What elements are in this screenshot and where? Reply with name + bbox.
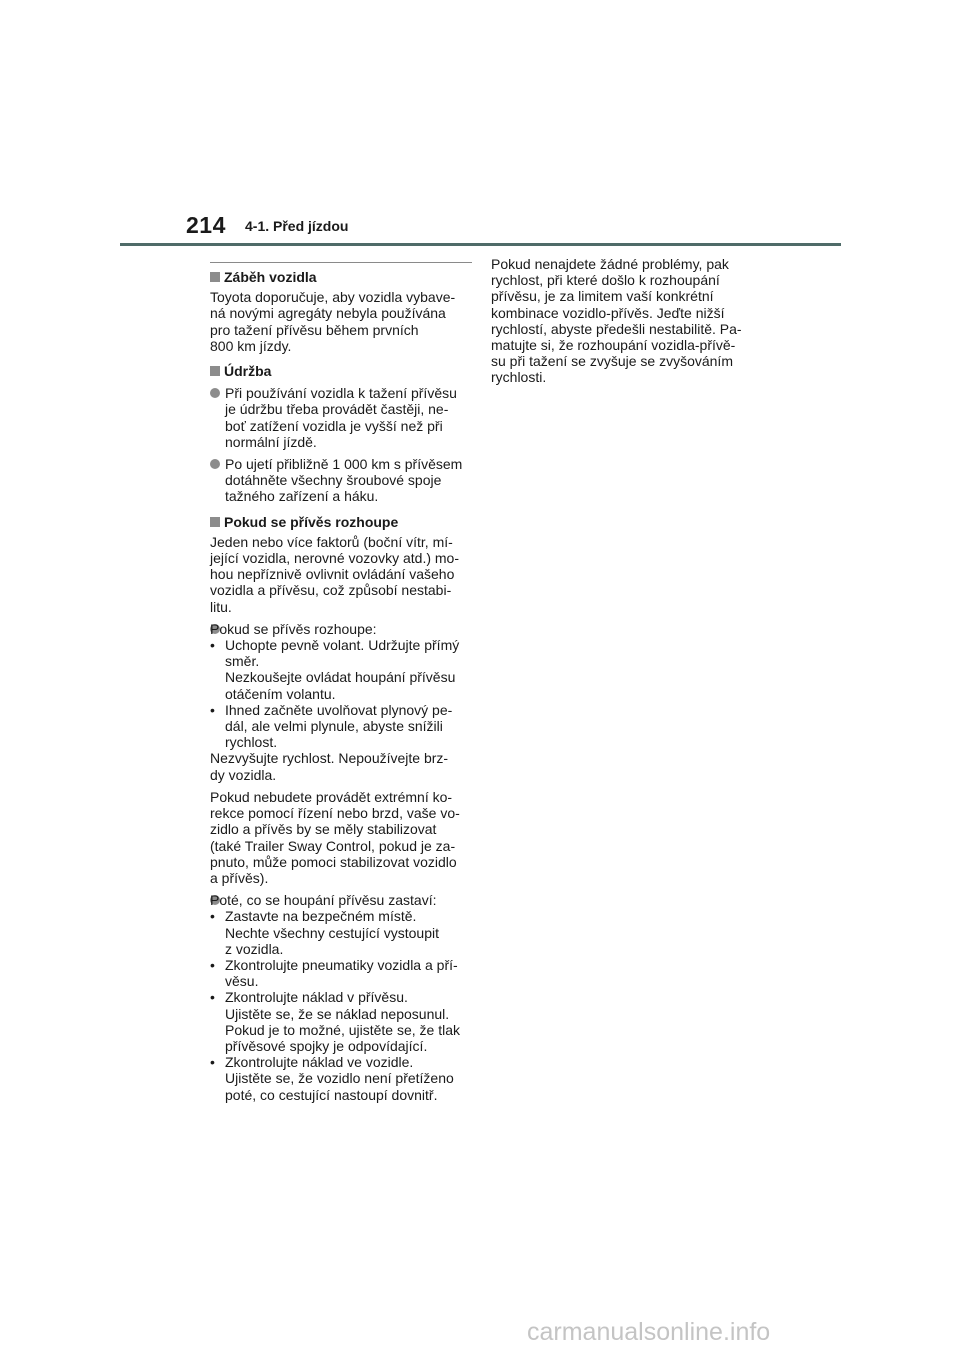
sub-item-text [225, 908, 472, 957]
header-rule [120, 243, 841, 246]
dot-marker-icon: • [210, 701, 215, 718]
text-line: hou nepříznivě ovlivnit ovládání vašeho [210, 566, 455, 583]
text-line: pnuto, může pomoci stabilizovat vozidlo [210, 853, 457, 870]
text-line: normální jízdě. [225, 433, 317, 450]
text-line: přívěsové spojky je odpovídající. [225, 1037, 428, 1054]
page-number: 214 [186, 212, 226, 238]
sub-list [210, 637, 472, 750]
text-line: Nechte všechny cestující vystoupit [225, 924, 439, 941]
text-line: Zastavte na bezpečném místě. [225, 908, 417, 925]
text-line: Toyota doporučuje, aby vozidla vybave- [210, 289, 456, 306]
watermark: carmanualsonline.info [527, 1318, 771, 1346]
text-line: zidlo a přívěs by se měly stabilizovat [210, 821, 437, 838]
circle-bullet-icon [210, 459, 220, 469]
breakin-paragraph [210, 289, 472, 354]
text-line: 800 km jízdy. [210, 337, 292, 354]
text-line: Ihned začněte uvolňovat plynový pe- [225, 701, 453, 718]
sub-item-text [225, 1054, 472, 1103]
text-line: boť zatížení vozidla je vyšší než při [225, 417, 443, 434]
text-line: pro tažení přívěsu během prvních [210, 321, 419, 338]
text-line: Pokud nebudete provádět extrémní ko- [210, 788, 453, 805]
text-line: Pokud nenajdete žádné problémy, pak [491, 256, 729, 272]
heading-text: Pokud se přívěs rozhoupe [224, 513, 399, 530]
bullet-text [225, 385, 472, 450]
text-line: Po ujetí přibližně 1 000 km s přívěsem [225, 456, 463, 473]
heading-sway [210, 514, 472, 530]
sway-bullet-1 [210, 621, 472, 783]
heading-breakin [210, 269, 472, 285]
dot-marker-icon: • [210, 989, 215, 1006]
sub-item [210, 702, 472, 751]
text-line: a přívěs). [210, 869, 269, 886]
text-line: Zkontrolujte náklad v přívěsu. [225, 989, 408, 1006]
text-line: Nezvyšujte rychlost. Nepoužívejte brz- [210, 750, 449, 767]
text-line: dotáhněte všechny šroubové spoje [225, 472, 442, 489]
text-line: Jeden nebo více faktorů (boční vítr, mí- [210, 533, 453, 550]
text-line: (také Trailer Sway Control, pokud je za- [210, 837, 456, 854]
sub-item-text [225, 637, 472, 702]
right-column [491, 256, 753, 386]
column-top-rule [210, 262, 472, 263]
text-line: z vozidla. [225, 940, 284, 957]
text-line: věsu. [225, 973, 259, 990]
bullet-text [225, 456, 472, 505]
text-line: Ujistěte se, že vozidlo není přetíženo [225, 1070, 454, 1087]
sub-item-text [225, 989, 472, 1054]
dot-marker-icon: • [210, 908, 215, 925]
text-line: Nezkoušejte ovládat houpání přívěsu [225, 669, 456, 686]
section-title: 4-1. Před jízdou [245, 218, 349, 234]
maintenance-bullet-1 [210, 385, 472, 450]
text-line: rychlostí, abyste předešli nestabilitě. Pa- [491, 320, 742, 337]
text-line: rychlost, při které došlo k rozhoupání [491, 272, 720, 289]
dot-marker-icon: • [210, 956, 215, 973]
sub-item [210, 908, 472, 957]
text-line: otáčením volantu. [225, 685, 336, 702]
sub-item [210, 989, 472, 1054]
sway-paragraph [210, 534, 472, 615]
text-line: poté, co cestující nastoupí dovnitř. [225, 1086, 438, 1103]
sub-item [210, 637, 472, 702]
sub-item [210, 957, 472, 989]
heading-text: Záběh vozidla [224, 269, 317, 285]
sub-item-text [225, 702, 472, 751]
sub-list [210, 908, 472, 1102]
bullet-content [210, 620, 472, 783]
heading-maintenance [210, 363, 472, 379]
bullet-content [210, 892, 472, 1103]
text-line: litu. [210, 598, 232, 615]
sub-item-text [225, 957, 472, 989]
text-line: směr. [225, 653, 260, 670]
text-line: ná novými agregáty nebyla používána [210, 305, 446, 322]
text-line: Zkontrolujte pneumatiky vozidla a pří- [225, 956, 458, 973]
sway-bullet-2 [210, 892, 472, 1103]
text-line: Ujistěte se, že se náklad neposunul. [225, 1005, 450, 1022]
bullet-intro: Pokud se přívěs rozhoupe: [210, 620, 377, 637]
text-line: Zkontrolujte náklad ve vozidle. [225, 1054, 414, 1071]
text-line: su při tažení se zvyšuje se zvyšováním [491, 353, 733, 370]
sub-item [210, 1054, 472, 1103]
square-bullet-icon [210, 517, 220, 527]
text-line: přívěsu, je za limitem vaší konkrétní [491, 288, 714, 305]
text-line: tažného zařízení a háku. [225, 488, 379, 505]
right-paragraph [491, 256, 753, 386]
left-column [210, 262, 472, 1103]
text-line: matujte si, že rozhoupání vozidla-přívě- [491, 337, 736, 354]
text-line: Při používání vozidla k tažení přívěsu [225, 385, 457, 402]
square-bullet-icon [210, 366, 220, 376]
dot-marker-icon: • [210, 1054, 215, 1071]
text-line: rychlosti. [491, 369, 547, 386]
text-line: dy vozidla. [210, 766, 277, 783]
text-line: Uchopte pevně volant. Udržujte přímý [225, 637, 460, 654]
text-line: vozidla a přívěsu, což způsobí nestabi- [210, 582, 452, 599]
text-line: je údržbu třeba provádět častěji, ne- [225, 401, 449, 418]
text-line: dál, ale velmi plynule, abyste snížili [225, 718, 443, 735]
text-line: rekce pomocí řízení nebo brzd, vaše vo- [210, 805, 460, 822]
sway-follow-paragraph [210, 789, 472, 886]
text-line: rychlost. [225, 734, 278, 751]
text-line: Pokud je to možné, ujistěte se, že tlak [225, 1021, 461, 1038]
text-line: kombinace vozidlo-přívěs. Jeďte nižší [491, 304, 725, 321]
square-bullet-icon [210, 272, 220, 282]
text-line: jející vozidla, nerovné vozovky atd.) mo- [210, 550, 459, 567]
bullet-intro: Poté, co se houpání přívěsu zastaví: [210, 892, 437, 909]
bullet-after-text [210, 750, 472, 782]
maintenance-bullet-2 [210, 456, 472, 505]
circle-bullet-icon [210, 388, 220, 398]
heading-text: Údržba [224, 363, 272, 380]
dot-marker-icon: • [210, 637, 215, 654]
